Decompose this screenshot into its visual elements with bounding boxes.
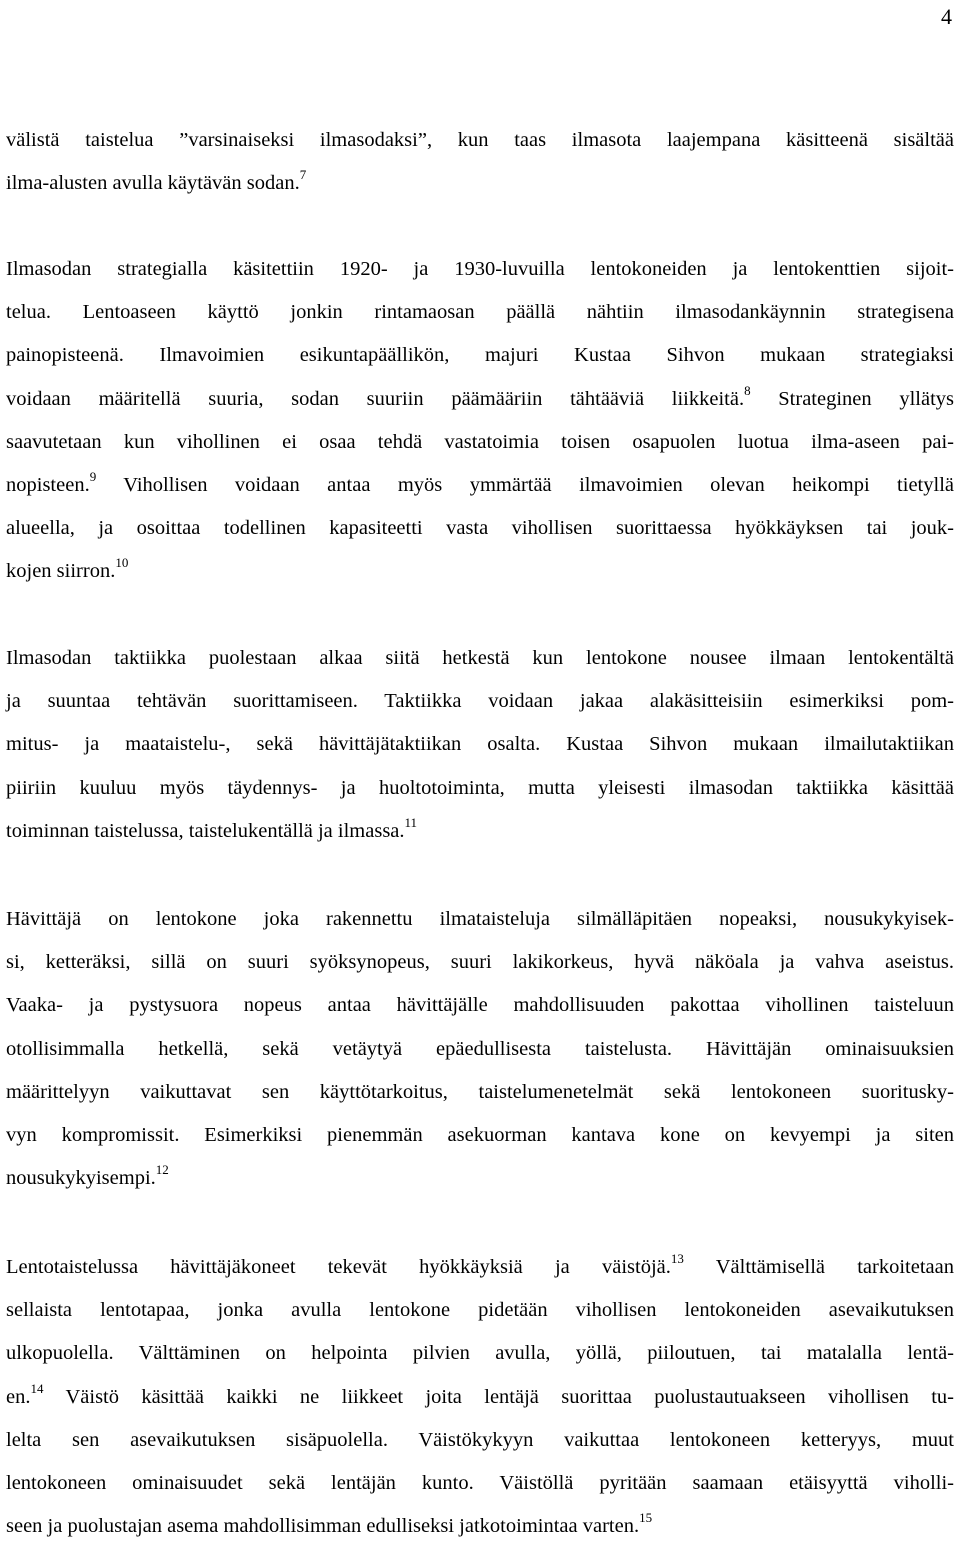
text-line — [6, 1028, 954, 1071]
text-segment: Strateginen yllätys — [750, 387, 954, 410]
paragraph-4 — [6, 898, 954, 1200]
text-segment: välistä taistelua ”varsinaiseksi ilmasodaksi”, kun taas ilmasota laajempana käsitteenä sisältää — [6, 129, 954, 151]
text-segment: vyn kompromissit. Esimerkiksi pienemmän asekuorman kantava kone on kevyempi ja siten — [6, 1123, 954, 1146]
text-line — [6, 941, 954, 984]
text-line — [6, 1419, 954, 1462]
footnote-marker: 7 — [299, 167, 307, 183]
text-segment: Vaaka- ja pystysuora nopeus antaa hävittäjälle mahdollisuuden pakottaa vihollinen taisteluun — [6, 994, 954, 1017]
text-line — [6, 421, 954, 464]
text-line — [6, 1289, 954, 1332]
text-line — [6, 1114, 954, 1157]
text-line — [6, 291, 954, 334]
text-segment: saavutetaan kun vihollinen ei osaa tehdä vastatoimia toisen osapuolen luotua ilma-aseen pai- — [6, 430, 954, 453]
text-line — [6, 1071, 954, 1114]
text-segment: Välttämisellä tarkoitetaan — [683, 1256, 954, 1278]
text-line — [6, 378, 954, 421]
text-segment: seen ja puolustajan asema mahdollisimman edulliseksi jatkotoimintaa varten. — [6, 1515, 640, 1538]
text-line — [6, 680, 954, 723]
text-segment: kojen siirron. — [6, 560, 116, 583]
footnote-marker: 15 — [639, 1510, 653, 1526]
text-line — [6, 1157, 954, 1200]
text-line — [6, 464, 954, 507]
paragraph-5 — [6, 1246, 954, 1548]
text-line — [6, 810, 954, 853]
text-segment: määrittelyyn vaikuttavat sen käyttötarkoitus, taistelumenetelmät sekä lentokoneen suoritusky- — [6, 1080, 954, 1103]
footnote-marker: 10 — [115, 555, 129, 571]
text-line — [6, 1246, 954, 1289]
text-line — [6, 1332, 954, 1375]
text-segment: Lentotaistelussa hävittäjäkoneet tekevät hyökkäyksiä ja väistöjä. — [6, 1256, 671, 1278]
text-segment: Ilmasodan taktiikka puolestaan alkaa siitä hetkestä kun lentokone nousee ilmaan lentokentältä — [6, 647, 954, 669]
text-segment: telua. Lentoaseen käyttö jonkin rintamaosan päällä nähtiin ilmasodankäynnin strategisena — [6, 301, 954, 324]
text-line — [6, 984, 954, 1027]
text-segment: alueella, ja osoittaa todellinen kapasiteetti vasta vihollisen suorittaessa hyökkäyksen tai jouk- — [6, 517, 954, 540]
text-line — [6, 507, 954, 550]
text-line — [6, 119, 954, 162]
paragraph-1 — [6, 119, 954, 205]
text-line — [6, 248, 954, 291]
text-segment: nopisteen. — [6, 473, 90, 496]
paragraph-2 — [6, 248, 954, 594]
text-segment: ja suuntaa tehtävän suorittamiseen. Taktiikka voidaan jakaa alakäsitteisiin esimerkiksi pom- — [6, 690, 954, 713]
text-segment: ilma-alusten avulla käytävän sodan. — [6, 172, 300, 195]
text-segment: en. — [6, 1385, 31, 1408]
text-segment: lelta sen asevaikutuksen sisäpuolella. Väistökykyyn vaikuttaa lentokoneen ketteryys, muut — [6, 1428, 954, 1451]
text-segment: ulkopuolella. Välttäminen on helpointa pilvien avulla, yöllä, piiloutuen, tai matalalla lentä- — [6, 1342, 954, 1365]
text-segment: lentokoneen ominaisuudet sekä lentäjän kunto. Väistöllä pyritään saamaan etäisyyttä viholli- — [6, 1471, 954, 1494]
text-segment: Vihollisen voidaan antaa myös ymmärtää ilmavoimien olevan heikompi tietyllä — [96, 473, 954, 496]
text-line — [6, 334, 954, 377]
text-segment: Väistö käsittää kaikki ne liikkeet joita lentäjä suorittaa puolustautuakseen vihollisen tu- — [43, 1385, 954, 1408]
text-line — [6, 1505, 954, 1548]
footnote-marker: 9 — [89, 469, 97, 485]
text-segment: Hävittäjä on lentokone joka rakennettu ilmataisteluja silmälläpitäen nopeaksi, nousukykyisek- — [6, 908, 954, 930]
footnote-marker: 12 — [155, 1162, 169, 1178]
text-segment: toiminnan taistelussa, taistelukentällä ja ilmassa. — [6, 819, 405, 842]
page-number: 4 — [941, 4, 952, 29]
text-line — [6, 162, 954, 205]
text-line — [6, 550, 954, 593]
footnote-marker: 13 — [670, 1251, 684, 1267]
text-line — [6, 767, 954, 810]
text-line — [6, 723, 954, 766]
text-line — [6, 898, 954, 941]
text-line — [6, 637, 954, 680]
paragraph-3 — [6, 637, 954, 853]
footnote-marker: 11 — [404, 814, 418, 830]
footnote-marker: 8 — [744, 382, 751, 398]
text-line — [6, 1376, 954, 1419]
text-segment: sellaista lentotapaa, jonka avulla lentokone pidetään vihollisen lentokoneiden asevaikutuksen — [6, 1299, 954, 1322]
text-segment: otollisimmalla hetkellä, sekä vetäytyä epäedullisesta taistelusta. Hävittäjän ominaisuuksien — [6, 1037, 954, 1060]
text-segment: painopisteenä. Ilmavoimien esikuntapäällikön, majuri Kustaa Sihvon mukaan strategiaksi — [6, 344, 954, 367]
text-segment: mitus- ja maataistelu-, sekä hävittäjätaktiikan osalta. Kustaa Sihvon mukaan ilmailutaktiikan — [6, 733, 954, 756]
text-segment: nousukykyisempi. — [6, 1167, 156, 1190]
text-segment: piiriin kuuluu myös täydennys- ja huoltotoiminta, mutta yleisesti ilmasodan taktiikka käsittää — [6, 776, 954, 799]
text-segment: Ilmasodan strategialla käsitettiin 1920- ja 1930-luvuilla lentokoneiden ja lentokenttien sijoit- — [6, 258, 954, 280]
text-segment: si, ketteräksi, sillä on suuri syöksynopeus, suuri lakikorkeus, hyvä näköala ja vahva aseistus. — [6, 951, 954, 974]
text-line — [6, 1462, 954, 1505]
footnote-marker: 14 — [30, 1380, 44, 1396]
text-segment: voidaan määritellä suuria, sodan suuriin päämääriin tähtääviä liikkeitä. — [6, 387, 745, 410]
